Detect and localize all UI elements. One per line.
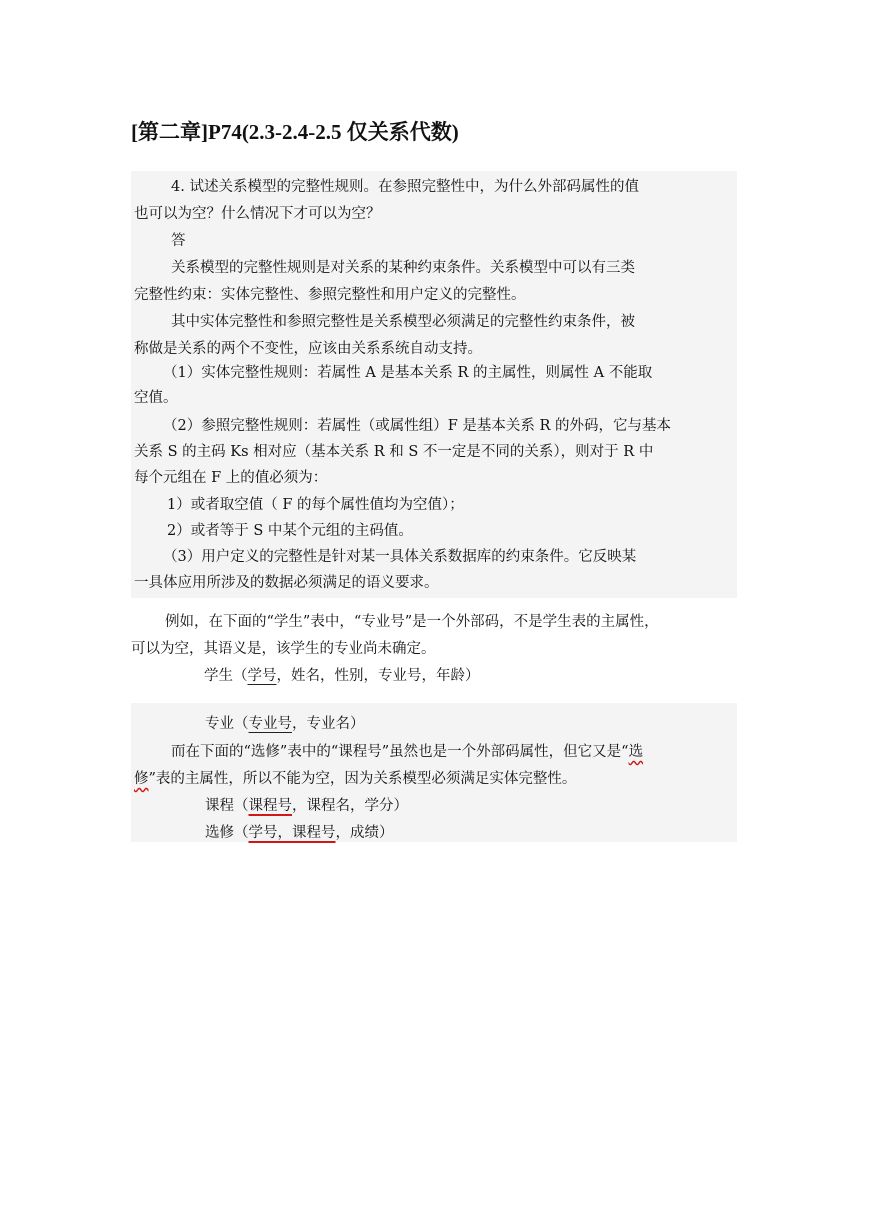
rule-2-item-2: 2）或者等于 S 中某个元组的主码值。 bbox=[167, 523, 413, 539]
rule-1-line-1: （1）实体完整性规则：若属性 A 是基本关系 R 的主属性，则属性 A 不能取 bbox=[163, 365, 653, 381]
elective-prefix: 选修（ bbox=[205, 825, 249, 841]
major-rest: ，专业名） bbox=[292, 716, 365, 732]
course-rest: ，课程名，学分） bbox=[292, 798, 408, 814]
elective-rest: ，成绩） bbox=[335, 825, 394, 841]
example-line-1: 例如，在下面的“学生”表中，“专业号”是一个外部码，不是学生表的主属性， bbox=[165, 614, 659, 630]
spellcheck-mark: 修 bbox=[134, 771, 149, 787]
student-rest: ，姓名，性别，专业号，年龄） bbox=[276, 668, 480, 684]
paragraph-2-line-1: 其中实体完整性和参照完整性是关系模型必须满足的完整性约束条件，被 bbox=[171, 314, 635, 330]
course-prefix: 课程（ bbox=[205, 798, 249, 814]
elective-explain-line-1 bbox=[171, 742, 643, 762]
rule-2-line-2: 关系 S 的主码 Ks 相对应（基本关系 R 和 S 不一定是不同的关系），则对于 R 中 bbox=[134, 444, 654, 460]
example-line-2: 可以为空，其语义是，该学生的专业尚未确定。 bbox=[131, 641, 436, 657]
spellcheck-mark: 选 bbox=[628, 744, 644, 760]
rule-1-line-2: 空值。 bbox=[134, 390, 178, 406]
explain-text: ”表的主属性，所以不能为空，因为关系模型必须满足实体完整性。 bbox=[148, 771, 577, 787]
rule-2-line-1: （2）参照完整性规则：若属性（或属性组）F 是基本关系 R 的外码，它与基本 bbox=[163, 418, 672, 434]
paragraph-1-line-1: 关系模型的完整性规则是对关系的某种约束条件。关系模型中可以有三类 bbox=[171, 260, 635, 276]
paragraph-1-line-2: 完整性约束：实体完整性、参照完整性和用户定义的完整性。 bbox=[134, 287, 526, 303]
course-schema bbox=[205, 796, 408, 816]
student-primary-key: 学号 bbox=[247, 668, 277, 684]
question-line-1: 4. 试述关系模型的完整性规则。在参照完整性中，为什么外部码属性的值 bbox=[171, 179, 639, 195]
elective-key-course: 课程号 bbox=[292, 825, 336, 841]
course-primary-key: 课程号 bbox=[248, 798, 292, 814]
answer-label: 答 bbox=[171, 233, 186, 249]
major-schema bbox=[205, 714, 365, 734]
major-primary-key: 专业号 bbox=[248, 716, 292, 732]
major-prefix: 专业（ bbox=[205, 716, 249, 732]
paragraph-2-line-2: 称做是关系的两个不变性，应该由关系系统自动支持。 bbox=[134, 341, 482, 357]
rule-2-item-1: 1）或者取空值（ F 的每个属性值均为空值）； bbox=[167, 497, 464, 513]
question-line-2: 也可以为空？什么情况下才可以为空？ bbox=[134, 206, 381, 222]
elective-key-separator: ， bbox=[277, 825, 292, 841]
explain-text: 而在下面的“选修”表中的“课程号”虽然也是一个外部码属性，但它又是“ bbox=[171, 744, 629, 760]
elective-schema bbox=[205, 823, 394, 843]
rule-3-line-1: （3）用户定义的完整性是针对某一具体关系数据库的约束条件。它反映某 bbox=[163, 549, 637, 565]
elective-explain-line-2 bbox=[134, 769, 576, 789]
elective-key-student: 学号 bbox=[248, 825, 278, 841]
student-schema bbox=[204, 666, 480, 686]
rule-2-line-3: 每个元组在 F 上的值必须为： bbox=[134, 470, 328, 486]
student-prefix: 学生（ bbox=[204, 668, 248, 684]
page-heading: [第二章]P74(2.3-2.4-2.5 仅关系代数) bbox=[131, 120, 459, 144]
rule-3-line-2: 一具体应用所涉及的数据必须满足的语义要求。 bbox=[134, 575, 439, 591]
